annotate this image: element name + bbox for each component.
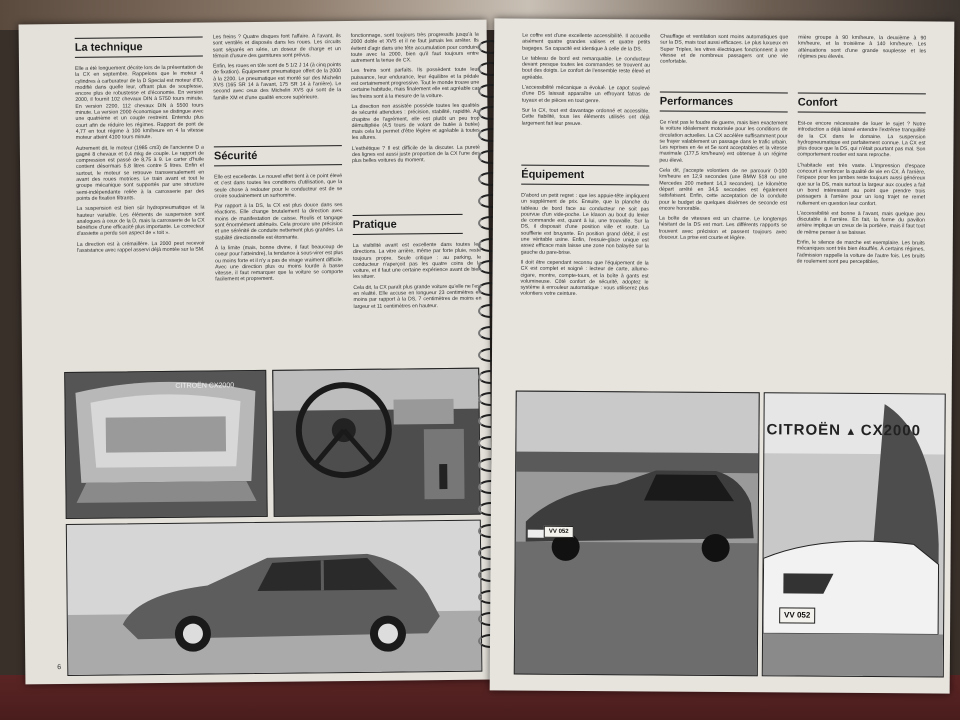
paragraph: L'habitacle est très vaste. L'impression d'espace concourt à renforcer la qualité de vie en CX. À l'arrière, l'espace pour les jambes reste toujours aussi généreux que sur la DS, mais surtout la largeur aux coudes a fait un bond intéressant au point que prendre trois passagers à l'arrière pour un long trajet ne remet nullement en question leur confort.: [797, 162, 926, 207]
left-page: [19, 20, 494, 685]
paragraph: Sur la CX, tout est davantage ordonné et accessible. Cette fiabilité, tous les éléments utilisés ont déjà largement fait leur preuve.: [521, 107, 650, 127]
paragraph: Autrement dit, le moteur (1985 cm3) de l'ancienne D a gagné 8 chevaux et 0,4 mkg de couple. Le rapport de compression est passé de 8,75 à 9. Le carter d'huile contient désormais 5,8 litres contre 5 litres. Enfin et surtout, le moteur se retrouve transversalement en avant des roues motrices. Le train avant et tout le groupe mécanique sont supportés par une structure semi-indépendante reliée à la carrosserie par des points de fixation filtrants.: [75, 144, 205, 202]
heading-equipement-box: [521, 165, 649, 186]
right-col-3-bottom: [796, 121, 926, 386]
heading-confort: Confort: [798, 93, 926, 114]
right-col-1-bottom: [520, 193, 649, 384]
heading-performances: Performances: [660, 92, 788, 113]
heading-technique-box: [75, 37, 203, 58]
left-col-3-bottom: [353, 242, 482, 381]
right-col-2-top: [660, 34, 788, 91]
license-plate: VV 052: [779, 607, 815, 623]
svg-text:CITROËN CX2000: CITROËN CX2000: [175, 382, 235, 390]
paragraph: Cela dit, la CX paraît plus grande voiture qu'elle ne l'est en réalité. Elle accuse en longueur 23 centimètres en moins par rapport à la DS, 7 centimètres de moins en largeur et 11 centimètres en hauteur.: [353, 283, 482, 310]
paragraph: Les freins sont parfaits. Ils possèdent toute leur puissance, leur endurance, leur équilibre et la pédale est certainement progressive. Tout le monde trouve une certaine habitude, mais finalement elle est agréable car les freins sont à la mesure de la voiture.: [351, 67, 480, 100]
paragraph: La boîte de vitesses est un charme. Le longtemps hésitant de la DS est mort. Les différents rapports se trouvent avec précision et passent toujours avec douceur. La prise est courte et légère.: [658, 215, 787, 242]
heading-securite-box: [214, 145, 342, 166]
heading-equipement: Équipement: [521, 165, 649, 186]
model-name: CX2000: [860, 421, 922, 440]
heading-pratique-box: [353, 214, 463, 235]
paragraph: Enfin, le silence de marche est exemplaire. Les bruits mécaniques sont très bien étouffés. À certains régimes, l'admission rappelle la voiture de l'autre fois. Les bruits de roulement sont peu perceptibles.: [796, 239, 925, 266]
paragraph: L'esthétique ? Il est difficile de la discuter. La pureté des lignes est aussi juste proportion de la CX l'une des plus belles voitures du moment.: [351, 144, 480, 165]
paragraph: À la limite (mais, bonne divine, il faut beaucoup de coeur pour l'atteindre), la tendance à sous-virer est plus ou moins forte et il n'y a pas de virage vraiment difficile. Avec une direction plus ou moins lourde à basse vitesse, il faut remarquer que la voiture se comporte facilement et proprement.: [214, 244, 344, 283]
right-col-1-top: [521, 33, 650, 164]
paragraph: La direction est à crémaillère. La 2000 peut recevoir l'assistance avec rappel asservi déjà montée sur la SM.: [76, 240, 205, 254]
paragraph: La direction non assistée possède toutes les qualités de sécurité attendues : précision, stabilité, rapidité. Au chapitre de l'agrément, elle est plutôt un peu trop démultipliée (4,5 tours de volant de butée à butée) mais cela lui permet d'être légère et agréable à toutes les allures.: [351, 102, 480, 142]
car-side-illustration: [67, 521, 482, 675]
paragraph: mière groupe à 90 km/heure, la deuxième à 90 km/heure, et la troisième à 140 km/heure. Les atténuations sont d'une grande souplesse et les régimes peu élevés.: [798, 34, 927, 60]
right-col-2-bottom: [658, 120, 788, 385]
paragraph: Les freins ? Quatre disques font l'affaire. À l'avant, ils sont ventilés et disposés dans les roues. Les circuits sont séparés en série, un doseur de charge et un témoin d'usure des garnitures sont prévus.: [212, 33, 341, 60]
right-col-3-top: [798, 35, 926, 92]
left-col-2-bottom: [214, 173, 344, 382]
heading-confort-box: [798, 93, 926, 114]
paragraph: Ce n'est pas le foudre de guerre, mais bien exactement la voiture idéalement motorisée pour les conditions de circulation actuelles. La CX accélère suffisamment pour se frayer valablement un passage dans le trafic urbain. Les reprises en 4e et 5e sont acceptables et la vitesse maximale (177,5 km/heure) est obtenue à un régime peu élevé.: [659, 119, 788, 164]
paragraph: fonctionnage, sont toujours très progressifs jusqu'à la 2000 doble et XVS et il ne faut jamais les arrêter. Ils évitent d'agir dans une tête accumulation pour conduire toute avec la 2000, bien qu'il faut toujours entre autrement la tenue de CX.: [350, 31, 479, 65]
paragraph: L'accessibilité mécanique a évolué. Le capot soulevé d'une DS laissait apparaître un effroyant fatras de tuyaux et de pièces en tout genre.: [521, 84, 650, 104]
paragraph: Il doit être cependant reconnu que l'équipement de la CX est complet et soigné : lecteur de carte, allume-cigare, montre, compte-tours, et la boîte à gants est volumineuse. Côté confort de sécurité, adoptez le système à enrouleur automatique : vous utiliserez plus volontiers votre ceinture.: [520, 259, 649, 298]
heading-technique: La technique: [75, 37, 203, 58]
car-front-photo: [514, 391, 760, 677]
brand-name: CITROËN: [766, 421, 842, 439]
page-number: 6: [57, 664, 62, 672]
left-col-2-top: [213, 33, 342, 144]
right-page: [490, 18, 955, 693]
emblem-photo: [762, 392, 946, 677]
paragraph: L'accessibilité est bonne à l'avant, mais quelque peu discutable à l'arrière. En fait, la forme du pavillon arrière implique un creux de la portière, mais il faut tout de même penser à se baisser.: [796, 210, 926, 236]
paragraph: Le coffre est d'une excellente accessibilité. Il accueille aisément quatre grandes valises et quatre petits bagages. Sa capacité est identique à celle de la DS.: [522, 32, 651, 53]
interior-photo: [272, 368, 481, 517]
paragraph: Par rapport à la DS, la CX est plus douce dans ses réactions. Elle change brutalement la direction avec moins de manifestation de caisse. Roulis et tangage sont énormément atténués. Cela procure une précision et une sérénité de conduite nettement plus grandes. La stabilité directionnelle est étonnante.: [214, 202, 343, 242]
paragraph: D'abord un petit regret : que les appuie-tête impliquent un supplément de prix. Ensuite, que la planche du tableau de bord face au conducteur ne soit pas pourvue d'un vide-poche. Le klaxon au bout du levier de commande est, quant à lui, une trouvaille. Sur la DS, il disposait d'une position ville et route. La soufflerie est bruyante. En position grand débit, il est une véritable usine. Enfin, l'essuie-glace unique est assez efficace mais laisse une zone non balayée sur la gauche du pare-brise.: [520, 192, 650, 256]
paragraph: Est-ce encore nécessaire de louer le sujet ? Notre introduction a déjà laissé entendre l'extrême tranquillité de la CX dans le domaine. La suspension hydropneumatique est parfaitement connue. La CX est plus douce que la DS, qui n'était pourtant pas mal. Son comportement routier est sans reproche.: [797, 120, 926, 159]
heading-pratique: Pratique: [353, 214, 463, 235]
left-col-3-top: [351, 32, 481, 213]
paragraph: La suspension est bien sûr hydropneumatique et la hauteur variable. Les éléments de suspension sont analogues à ceux de la D, mais la carrosserie de la CX bénéficie d'une efficacité plus importante. Le correcteur d'assiette a perdu son aspect de « toit ».: [76, 204, 205, 238]
trunk-illustration: [65, 371, 267, 518]
chevron-icon: ▲: [845, 425, 857, 438]
paragraph: Cela dit, j'accepte volontiers de ne parcourir 0-100 km/heure en 12,9 secondes (une BMW 518 ou une Mercedes 200 mettent 14,3 secondes). Le kilomètre départ arrêté en 34,5 secondes est également satisfaisant. Enfin, cette acceptation de la conduite pour le budget de quelques dixièmes de seconde est encore honorable.: [659, 167, 788, 212]
paragraph: Le tableau de bord est remarquable. Le conducteur devant presque toutes les commandes se trouvent au bout des doigts. Le confort de l'ensemble reste élevé et agréable.: [521, 55, 651, 81]
interior-illustration: [273, 369, 480, 516]
license-plate: VV 052: [544, 526, 574, 538]
heading-performances-box: [660, 92, 788, 113]
paragraph: Chauffage et ventilation sont moins automatiques que sur la DS, mais tout aussi efficaces. Le plus luxueux en Super Triplex, les vitres électriques fonctionnent à une vitesse et de nombreux passagers ont une vie confortable.: [660, 33, 789, 65]
paragraph: Elle est excellente. Le nouvel effet tient à ce point élevé et c'est dans toutes les conditions d'utilisation, que la seule chose à redouter pour le conducteur est de se croire soudainement un surhomme.: [214, 173, 343, 200]
trunk-photo: [64, 370, 268, 519]
citroen-logo: [766, 421, 921, 440]
paragraph: Elle a été longuement décrite lors de la présentation de la CX en septembre. Rappelons que le moteur 4 cylindres à carburateur de la D Special est moteur d'ID, modifié dans quelle leur, offrant plus de souplesse, encore plus de robustesse et d'économie. En version 2000, il fournit 102 chevaux DIN à 5750 tours minute. En version 2200, 112 chevaux DIN à 5500 tours minute. La version 2000 économique se distingue avec une quatrième et un couple restreint. Entendu plus court afin de réduire les régimes. Rapport de pont de 4,77 en tout régime à 100 km/heure en 4 la vitesse moteur atteint 4100 tours minute.: [74, 64, 204, 142]
paragraph: Enfin, les roues en tôle sont de 5 1/2 J 14 (à cinq points de fixation). Équipement pneumatique offert de la 2000 à la 2200. Le pneumatique est monté sur des Michelin XVS (165 SR 14 à l'avant, 175 SR 14 à l'arrière). Le second avec ceux des Michelin XVS qui sont de la famille XM et d'une qualité encore supérieure.: [212, 62, 342, 102]
paragraph: La visibilité avant est excellente dans toutes les directions. La vitre arrière, même par forte pluie, reste toujours propre. Seule critique : au parking, le conducteur n'aperçoit pas les quatre coins de la voiture, et il faut une certaine expérience avant de bien les situer.: [352, 241, 482, 281]
left-col-1: [75, 65, 206, 384]
heading-securite: Sécurité: [214, 145, 342, 166]
car-side-photo: [66, 520, 483, 676]
